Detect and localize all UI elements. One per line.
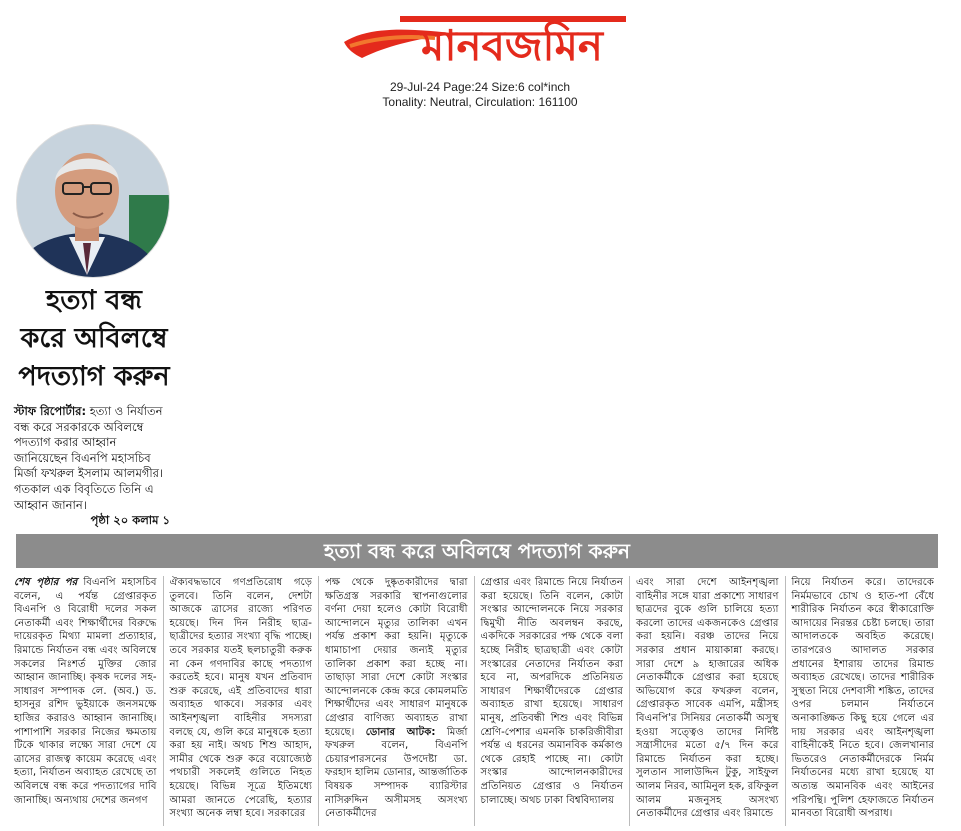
body-column-6 (785, 576, 941, 826)
body-column-1 (14, 576, 163, 826)
body-column-2 (163, 576, 319, 826)
body-column-5 (629, 576, 785, 826)
jump-reference: পৃষ্ঠা ২০ কলাম ১ (90, 513, 170, 528)
column-text: গ্রেপ্তার এবং রিমান্ডে নিয়ে নির্যাতন করা হয়েছে। তিনি বলেন, কোটা সংস্কার আন্দোলনকে নিয়ে সরকার দ্বিমুখী নীতি অবলম্বন করছে, একদিকে সরকারের পক্ষ থেকে বলা হচ্ছে নিরীহ ছাত্রছাত্রী এবং কোটা সংস্কারের নেতাদের নির্যাতন করা হবে না, অপরদিকে প্রতিনিয়ত সাধারণ শিক্ষার্থীদেরকে গ্রেপ্তার অব্যাহত রাখা হয়েছে। সাধারণ মানুষ, প্রতিবন্ধী শিশু এবং বিভিন্ন শ্রেণি-পেশার এমনকি চাকরিজীবীরা পর্যন্ত এ ধরনের অমানবিক কর্মকাণ্ড থেকে রেহাই পাচ্ছে না। কোটা সংস্কার আন্দোলনকারীদের প্রতিনিয়ত গ্রেপ্তার ও নির্যাতন চালাচ্ছে। অথচ ঢাকা বিশ্ববিদ্যালয় (480, 577, 623, 806)
column-text: মির্জা ফখরুল বলেন, বিএনপি চেয়ারপারসনের উপদেষ্টা ডা. ফরহাদ হালিম ডোনার, আন্তর্জাতিক বিষয়ক সম্পাদক ব্যারিস্টার নাসিরুদ্দিন অসীমসহ অসংখ্য নেতাকর্মীদের (325, 726, 468, 820)
intro-text: হত্যা ও নির্যাতন বন্ধ করে সরকারকে অবিলম্বে পদত্যাগ করার আহ্বান জানিয়েছেন বিএনপি মহাসচিব মির্জা ফখরুল ইসলাম আলমগীর। গতকাল এক বিবৃতিতে তিনি এ আহ্বান জানান। (14, 404, 164, 512)
headline-line-3: পদত্যাগ করুন (18, 361, 170, 392)
headline-line-2: করে অবিলম্বে (20, 323, 168, 354)
column-text: ঐক্যবদ্ধভাবে গণপ্রতিরোধ গড়ে তুলবে। তিনি বলেন, দেশটা আজকে ত্রাসের রাজ্যে পরিণত হয়েছে। দিন দিন নিরীহ ছাত্র-ছাত্রীদের হত্যার সংখ্যা বৃদ্ধি পাচ্ছে। তবে সরকার যতই ছলচাতুরী করুক না কেন গণদাবির কাছে পদত্যাগ করতেই হবে। মানুষ যখন প্রতিবাদ শুরু করেছে, এই প্রতিবাদের ধারা অব্যাহত থাকবে। সরকার এবং আইনশৃঙ্খলা বাহিনীর সদস্যরা বলছে যে, গুলি করে মানুষকে হত্যা করা হয় নাই। অথচ শিশু আহাদ, সামীর থেকে শুরু করে বয়োজ্যেষ্ঠ পথচারী সকলেই গুলিতে নিহত হয়েছে। বিভিন্ন সূত্রে ইতিমধ্যে আমরা জানতে পেরেছি, হত্যার সংখ্যা অনেক লম্বা হবে। সরকারের (169, 577, 312, 820)
subheading: ডোনার আটক: (365, 726, 436, 738)
headline (14, 282, 174, 396)
article-intro (14, 404, 170, 529)
clipping-meta (360, 80, 600, 110)
column-text: নিয়ে নির্যাতন করে। তাদেরকে নির্মমভাবে চোখ ও হাত-পা বেঁধে শারীরিক নির্যাতন করে স্বীকারোক্তি আদায়ের নিরন্তর চেষ্টা চলছে। তারা আদালতকে অবহিত করেছে। তারপরেও আদালত সরকার প্রধানের ইশারায় তাদের রিমান্ড অব্যাহত রেখেছে। তাদের শারীরিক সুস্থতা নিয়ে দেশবাসী শঙ্কিত, তাদের ওপর চলমান নির্যাতনে অনাকাঙ্ক্ষিত কিছু হয়ে গেলে এর দায় সরকার এবং আইনশৃঙ্খলা বাহিনীকেই নিতে হবে। জেলখানার ভিতরেও নেতাকর্মীদেরকে নির্মম নির্যাতনের মধ্যে রাখা হয়েছে যা অত্যন্ত অমানবিক এবং আইনের পরিপন্থি। পুলিশ হেফাজতে নির্যাতন মানবতা বিরোধী অপরাধ। (791, 577, 934, 820)
body-column-3 (318, 576, 474, 826)
clipping-tonality: Tonality: Neutral, Circulation: 161100 (382, 95, 578, 109)
byline: স্টাফ রিপোর্টার: (14, 404, 87, 418)
body-columns (14, 576, 940, 826)
column-text: পক্ষ থেকে দুষ্কৃতকারীদের দ্বারা ক্ষতিগ্রস্ত সরকারি স্থাপনাগুলোর বর্ণনা দেয়া হলেও কোটা বিরোধী আন্দোলনে মৃত্যুর তালিকা এখন পর্যন্ত প্রকাশ করা হয়নি। মৃত্যুকে ধামাচাপা দেয়ার জন্যই মৃত্যুর তালিকা প্রকাশ করা হচ্ছে না। তাছাড়া সারা দেশে কোটা সংস্কার আন্দোলনকে কেন্দ্র করে কোমলমতি শিক্ষার্থীদের এবং সাধারণ মানুষকে গ্রেপ্তার বাণিজ্য অব্যাহত রাখা হয়েছে। (325, 577, 468, 738)
newspaper-name: মানবজমিন (421, 21, 603, 70)
clipping-date-size: 29-Jul-24 Page:24 Size:6 col*inch (389, 80, 571, 94)
column-text: বিএনপি মহাসচিব বলেন, এ পর্যন্ত গ্রেপ্তারকৃত বিএনপি ও বিরোধী দলের সকল নেতাকর্মী এবং শিক্ষার্থীদের বিরুদ্ধে দায়েরকৃত মিথ্যা মামলা প্রত্যাহার, রিমান্ডে নির্যাতন বন্ধ এবং অবিলম্বে সকলের নিঃশর্ত মুক্তির জোর আহ্বান জানাচ্ছি। কৃষক দলের সহ-সাধারণ সম্পাদক লে. (অব.) ড. হাসনুর রশিদ ভুইয়াকে জনসমক্ষে হাজির করারও আহ্বান জানাচ্ছি। পাশাপাশি সরকার নিজের ক্ষমতায় টিকে থাকার লক্ষ্যে সারা দেশে যে ত্রাসের রাজত্ব কায়েম করেছে এবং হত্যা, নির্যাতন অব্যাহত রেখেছে তা অবিলম্বে বন্ধ করে পদত্যাগের দাবি জানাচ্ছি। অন্যথায় দেশের জনগণ (14, 577, 157, 806)
body-column-4 (474, 576, 630, 826)
column-text: এবং সারা দেশে আইনশৃঙ্খলা বাহিনীর সঙ্গে যারা প্রকাশ্যে সাধারণ ছাত্রদের বুকে গুলি চালিয়ে হত্যা করলো তাদের একজনকেও গ্রেপ্তার করা হয়নি। বরঞ্চ তাদের নিয়ে সরকার প্রধান মায়াকান্না করছে। সারা দেশে ৯ হাজারের অধিক নেতাকর্মীকে গ্রেপ্তার করা হয়েছে অভিযোগ করে ফখরুল বলেন, গ্রেপ্তারকৃত সাবেক এমপি, মন্ত্রীসহ বিএনপি'র সিনিয়র নেতাকর্মী অসুস্থ হওয়া সত্ত্বেও তাদের নির্দিষ্ট সন্ত্রাসীদের মতো ৫/৭ দিন করে রিমান্ডে নির্যাতন করা হচ্ছে। সুলতান সালাউদ্দিন টুকু, সাইফুল আলম নিরব, আমিনুল হক, রফিকুল আলম মজনুসহ অসংখ্য নেতাকর্মীদের গ্রেপ্তার এবং রিমান্ডে (636, 577, 779, 820)
headline-line-1: হত্যা বন্ধ (46, 285, 142, 316)
continued-from-label: শেষ পৃষ্ঠার পর (14, 577, 78, 588)
newspaper-logo (340, 6, 630, 74)
portrait-photo (16, 124, 170, 278)
continuation-banner: হত্যা বন্ধ করে অবিলম্বে পদত্যাগ করুন (16, 534, 938, 568)
